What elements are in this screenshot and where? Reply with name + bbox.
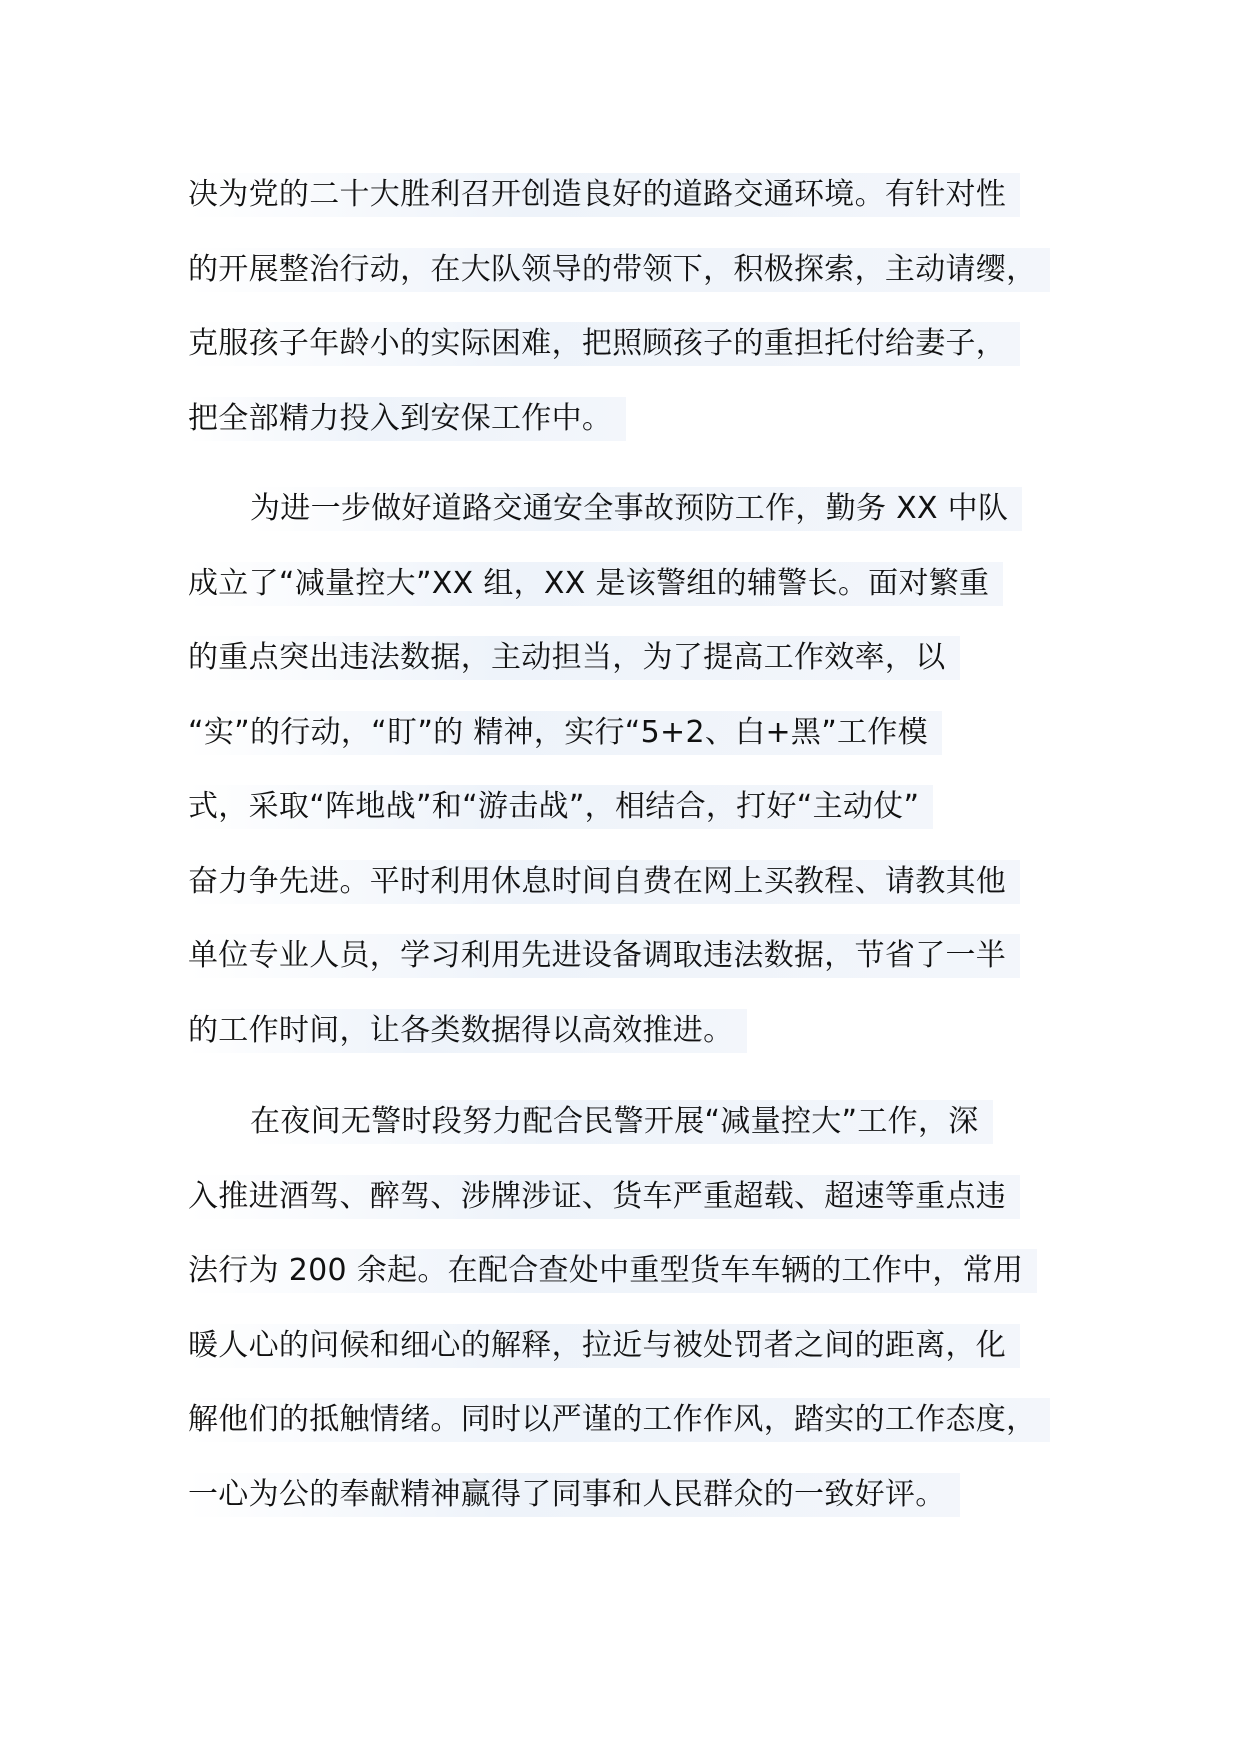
text-line: 成立了“减量控大”XX 组，XX 是该警组的辅警长。面对繁重 xyxy=(188,547,1088,622)
text-line: 奋力争先进。平时利用休息时间自费在网上买教程、请教其他 xyxy=(188,845,1088,920)
text-line: 入推进酒驾、醉驾、涉牌涉证、货车严重超载、超速等重点违 xyxy=(188,1160,1088,1235)
text-line: 决为党的二十大胜利召开创造良好的道路交通环境。有针对性 xyxy=(188,158,1088,233)
paragraph-3 xyxy=(188,1085,1088,1532)
text-line: 单位专业人员，学习利用先进设备调取违法数据，节省了一半 xyxy=(188,919,1088,994)
text-line: 式，采取“阵地战”和“游击战”，相结合，打好“主动仗” xyxy=(188,770,1088,845)
text-line: 的工作时间，让各类数据得以高效推进。 xyxy=(188,994,1088,1069)
text-line: 暖人心的问候和细心的解释，拉近与被处罚者之间的距离，化 xyxy=(188,1309,1088,1384)
text-line: 的重点突出违法数据，主动担当，为了提高工作效率，以 xyxy=(188,621,1088,696)
text-line: “实”的行动，“盯”的 精神，实行“5+2、白+黑”工作模 xyxy=(188,696,1088,771)
paragraph-2 xyxy=(188,472,1088,1068)
text-line: 在夜间无警时段努力配合民警开展“减量控大”工作，深 xyxy=(188,1085,1088,1160)
text-line: 法行为 200 余起。在配合查处中重型货车车辆的工作中，常用 xyxy=(188,1234,1088,1309)
text-line: 的开展整治行动，在大队领导的带领下，积极探索，主动请缨， xyxy=(188,233,1088,308)
text-line: 把全部精力投入到安保工作中。 xyxy=(188,382,1088,457)
text-line: 为进一步做好道路交通安全事故预防工作，勤务 XX 中队 xyxy=(188,472,1088,547)
text-line: 克服孩子年龄小的实际困难，把照顾孩子的重担托付给妻子， xyxy=(188,307,1088,382)
paragraph-1 xyxy=(188,158,1088,456)
text-line: 一心为公的奉献精神赢得了同事和人民群众的一致好评。 xyxy=(188,1458,1088,1533)
text-line: 解他们的抵触情绪。同时以严谨的工作作风，踏实的工作态度， xyxy=(188,1383,1088,1458)
